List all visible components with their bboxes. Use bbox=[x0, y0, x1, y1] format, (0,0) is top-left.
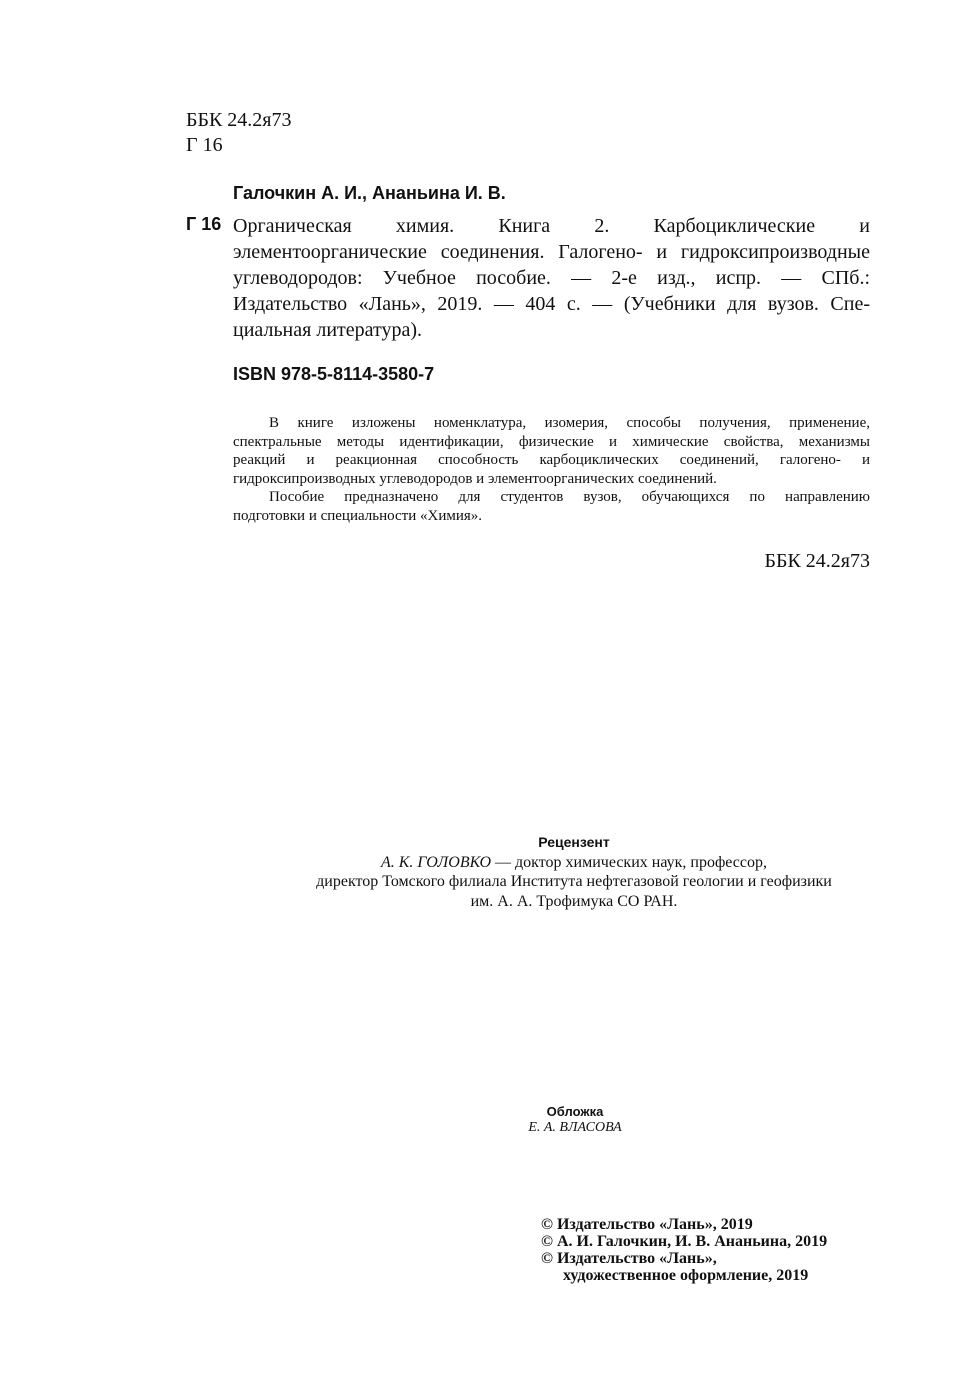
reviewer-section bbox=[233, 833, 915, 911]
reviewer-name: А. К. ГОЛОВКО bbox=[380, 853, 492, 871]
cover-designer: Е. А. ВЛАСОВА bbox=[528, 1120, 622, 1135]
bib-line: Издательство «Лань», 2019. — 404 с. — (Учебники для вузов. Спе- bbox=[233, 293, 870, 315]
author-index-code: Г 16 bbox=[186, 214, 222, 234]
copyright-line: © Издательство «Лань», 2019 bbox=[541, 1216, 753, 1233]
book-authors: Галочкин А. И., Ананьина И. В. bbox=[233, 183, 506, 203]
abstract-line: реакций и реакционная способность карбоциклических соединений, галогено- и bbox=[233, 452, 870, 468]
copyright-notice bbox=[541, 1216, 827, 1284]
cover-heading: Обложка bbox=[546, 1104, 604, 1119]
bib-line: циальная литература). bbox=[233, 319, 423, 341]
bbk-code: ББК 24.2я73 bbox=[186, 109, 292, 131]
abstract-line: спектральные методы идентификации, физические и химические свойства, механизмы bbox=[233, 433, 870, 450]
bib-line: Органическая химия. Книга 2. Карбоциклические и bbox=[233, 215, 870, 237]
cover-credit bbox=[475, 1104, 675, 1136]
isbn-number: ISBN 978-5-8114-3580-7 bbox=[233, 364, 435, 384]
bibliographic-description bbox=[233, 213, 870, 343]
bib-line: элементоорганические соединения. Галогено- и гидроксипроизводные bbox=[233, 241, 870, 263]
abstract-line: Пособие предназначено для студентов вузов, обучающихся по направлению bbox=[269, 489, 870, 505]
reviewer-line-3: им. А. А. Трофимука СО РАН. bbox=[470, 892, 678, 910]
reviewer-line-2: директор Томского филиала Института нефтегазовой геологии и геофизики bbox=[316, 873, 832, 890]
reviewer-line-1 bbox=[233, 853, 915, 873]
book-abstract bbox=[233, 414, 870, 525]
abstract-line: В книге изложены номенклатура, изомерия, способы получения, применение, bbox=[269, 415, 870, 431]
abstract-line: гидроксипроизводных углеводородов и элементоорганических соединений. bbox=[233, 470, 717, 487]
copyright-line: художественное оформление, 2019 bbox=[563, 1267, 809, 1284]
bbk-classification-top bbox=[186, 108, 292, 158]
abstract-line: подготовки и специальности «Химия». bbox=[233, 507, 483, 524]
bib-line: углеводородов: Учебное пособие. — 2-е изд., испр. — СПб.: bbox=[233, 267, 870, 289]
reviewer-heading: Рецензент bbox=[538, 834, 610, 850]
reviewer-credentials: — доктор химических наук, профессор, bbox=[491, 853, 768, 871]
author-mark: Г 16 bbox=[186, 134, 223, 156]
copyright-line: © А. И. Галочкин, И. В. Ананьина, 2019 bbox=[541, 1233, 828, 1250]
copyright-line: © Издательство «Лань», bbox=[541, 1250, 717, 1267]
bbk-classification-right: ББК 24.2я73 bbox=[764, 550, 870, 572]
